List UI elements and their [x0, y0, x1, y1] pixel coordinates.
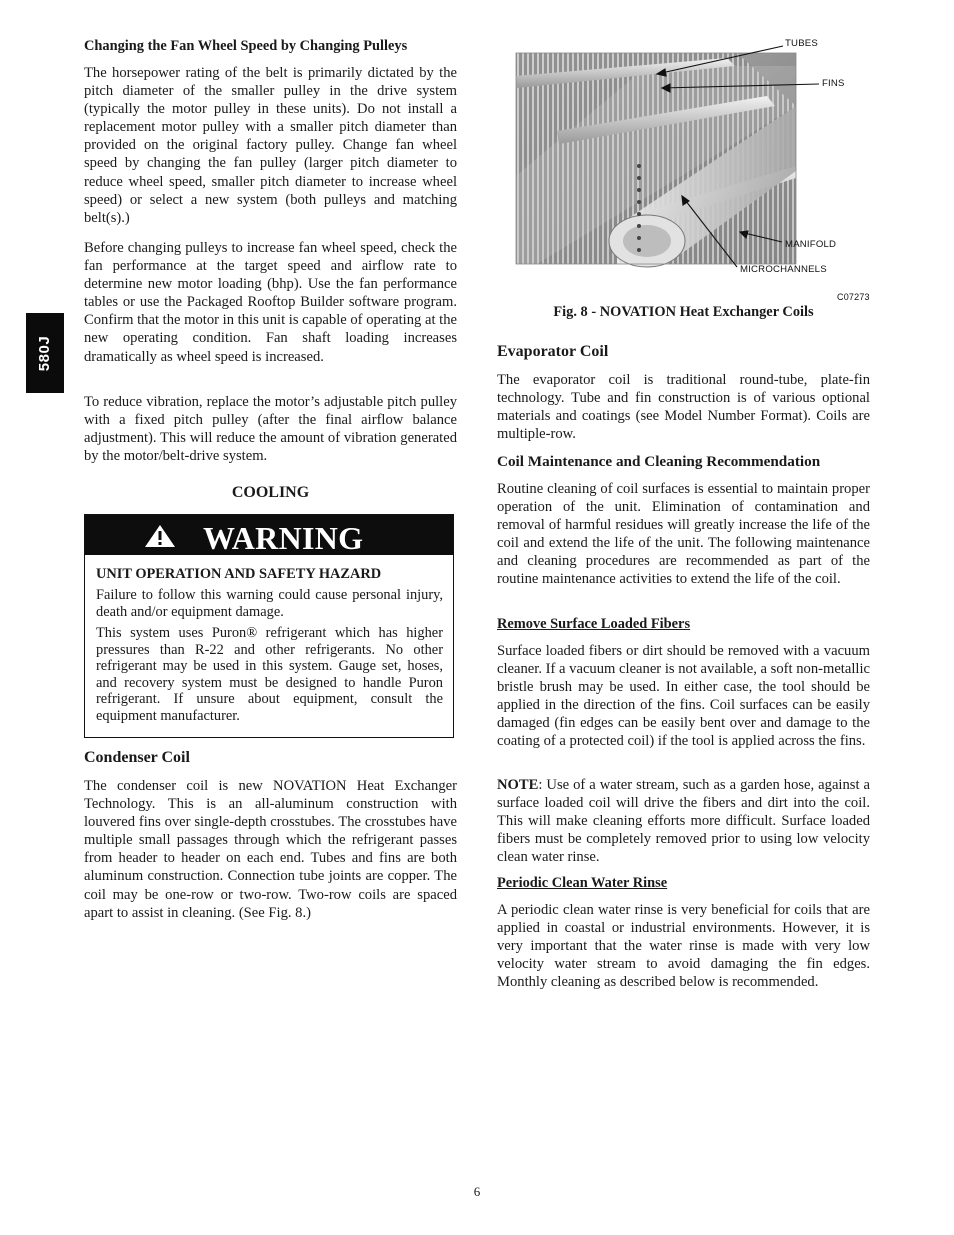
label-microchannels: MICROCHANNELS — [740, 264, 827, 275]
label-manifold: MANIFOLD — [785, 239, 837, 250]
model-side-tab — [26, 313, 64, 393]
note-label: NOTE — [497, 777, 539, 793]
paragraph-coil-maintenance: Routine cleaning of coil surfaces is essential to maintain proper operation of the unit. Elimination of contamination and removal of harmful residues will greatly increase the life of the coil and extend the life of the unit. The following maintenance and cleaning procedures are recommended as part of the routine maintenance activities to extend the life of the coil. — [497, 481, 870, 588]
heading-evaporator-coil: Evaporator Coil — [497, 343, 609, 360]
warning-header — [85, 515, 453, 555]
paragraph-evaporator-coil: The evaporator coil is traditional round-tube, plate-fin technology. Tube and fin construction is of various optional materials and coatings (see Model Number Format). Coils are multiple-row. — [497, 372, 870, 443]
heading-clean-water-rinse: Periodic Clean Water Rinse — [497, 875, 668, 891]
heading-coil-maintenance: Coil Maintenance and Cleaning Recommendation — [497, 453, 821, 470]
warning-hazard-title: UNIT OPERATION AND SAFETY HAZARD — [96, 566, 382, 582]
page-number: 6 — [473, 1184, 481, 1199]
paragraph-pulleys-1: The horsepower rating of the belt is primarily dictated by the pitch diameter of the smaller pulley in the drive system (typically the motor pulley in these units). Do not install a replacement motor pulley with a smaller pitch diameter than provided on the original factory pulley. Change fan wheel speed by changing the fan pulley (larger pitch diameter to reduce wheel speed, smaller pitch diameter to increase wheel speed) or select a new system (both pulleys and matching belt(s).) — [84, 65, 457, 226]
label-fins: FINS — [822, 78, 845, 89]
side-tab-label: 580J — [36, 335, 54, 371]
paragraph-clean-water-rinse: A periodic clean water rinse is very beneficial for coils that are applied in coastal or industrial environments. However, it is very important that the water rinse is made with very low velocity water stream to avoid damaging the fin edges. Monthly cleaning as described below is recommended. — [497, 902, 870, 991]
heading-remove-fibers: Remove Surface Loaded Fibers — [497, 616, 691, 632]
warning-body — [96, 565, 443, 724]
label-tubes: TUBES — [785, 38, 818, 49]
warning-box — [84, 514, 454, 738]
heading-pulleys: Changing the Fan Wheel Speed by Changing Pulleys — [84, 38, 408, 54]
paragraph-condenser-coil: The condenser coil is new NOVATION Heat Exchanger Technology. This is an all-aluminum construction with louvered fins over single-depth crosstubes. The crosstubes have multiple small passages through which the refrigerant passes from header to header on each end. Tubes and fins are both aluminum construction. Connection tube joints are copper. The coil may be one-row or two-row. Two-row coils are spaced apart to assist in cleaning. (See Fig. 8.) — [84, 778, 457, 921]
figure-code: C07273 — [837, 292, 870, 302]
paragraph-note — [497, 776, 870, 866]
warning-title: WARNING — [203, 520, 364, 556]
figure-heat-exchanger — [497, 36, 870, 302]
heading-cooling: COOLING — [231, 484, 310, 501]
paragraph-remove-fibers: Surface loaded fibers or dirt should be removed with a vacuum cleaner. If a vacuum cleaner is not available, a soft non-metallic bristle brush may be used. In either case, the tool should be applied in the direction of the fins. Coil surfaces can be easily damaged (fin edges can be easily bent over and damage to the coating of a protected coil) if the tool is applied across the fins. — [497, 643, 870, 750]
heat-exchanger-photo — [497, 36, 870, 296]
paragraph-pulleys-2: Before changing pulleys to increase fan wheel speed, check the fan performance at the target speed and airflow rate to determine new motor loading (bhp). Use the fan performance tables or use the Packaged Rooftop Builder software program. Confirm that the motor in this unit is capable of operating at the new operating condition. Fan shaft loading increases dramatically as wheel speed is increased. — [84, 240, 457, 365]
heading-condenser-coil: Condenser Coil — [84, 749, 190, 766]
figure-caption: Fig. 8 - NOVATION Heat Exchanger Coils — [553, 304, 814, 320]
warning-text-2: This system uses Puron® refrigerant which has higher pressures than R-22 and other refrigerants. No other refrigerant may be used in this system. Gauge set, hoses, and recovery system must be designed to handle Puron refrigerant. If unsure about equipment, consult the equipment manufacturer. — [96, 625, 443, 724]
note-text: : Use of a water stream, such as a garden hose, against a surface loaded coil will drive the fibers and dirt into the coil. This will make cleaning efforts more difficult. Surface loaded fibers must be completely removed prior to using low velocity clean water rinse. — [497, 777, 870, 866]
warning-triangle-icon — [144, 524, 176, 548]
warning-text-1: Failure to follow this warning could cause personal injury, death and/or equipment damage. — [96, 587, 443, 620]
paragraph-pulleys-3: To reduce vibration, replace the motor’s adjustable pitch pulley with a fixed pitch pulley (after the final airflow balance adjustment). This will reduce the amount of vibration generated by the motor/belt-drive system. — [84, 394, 457, 465]
